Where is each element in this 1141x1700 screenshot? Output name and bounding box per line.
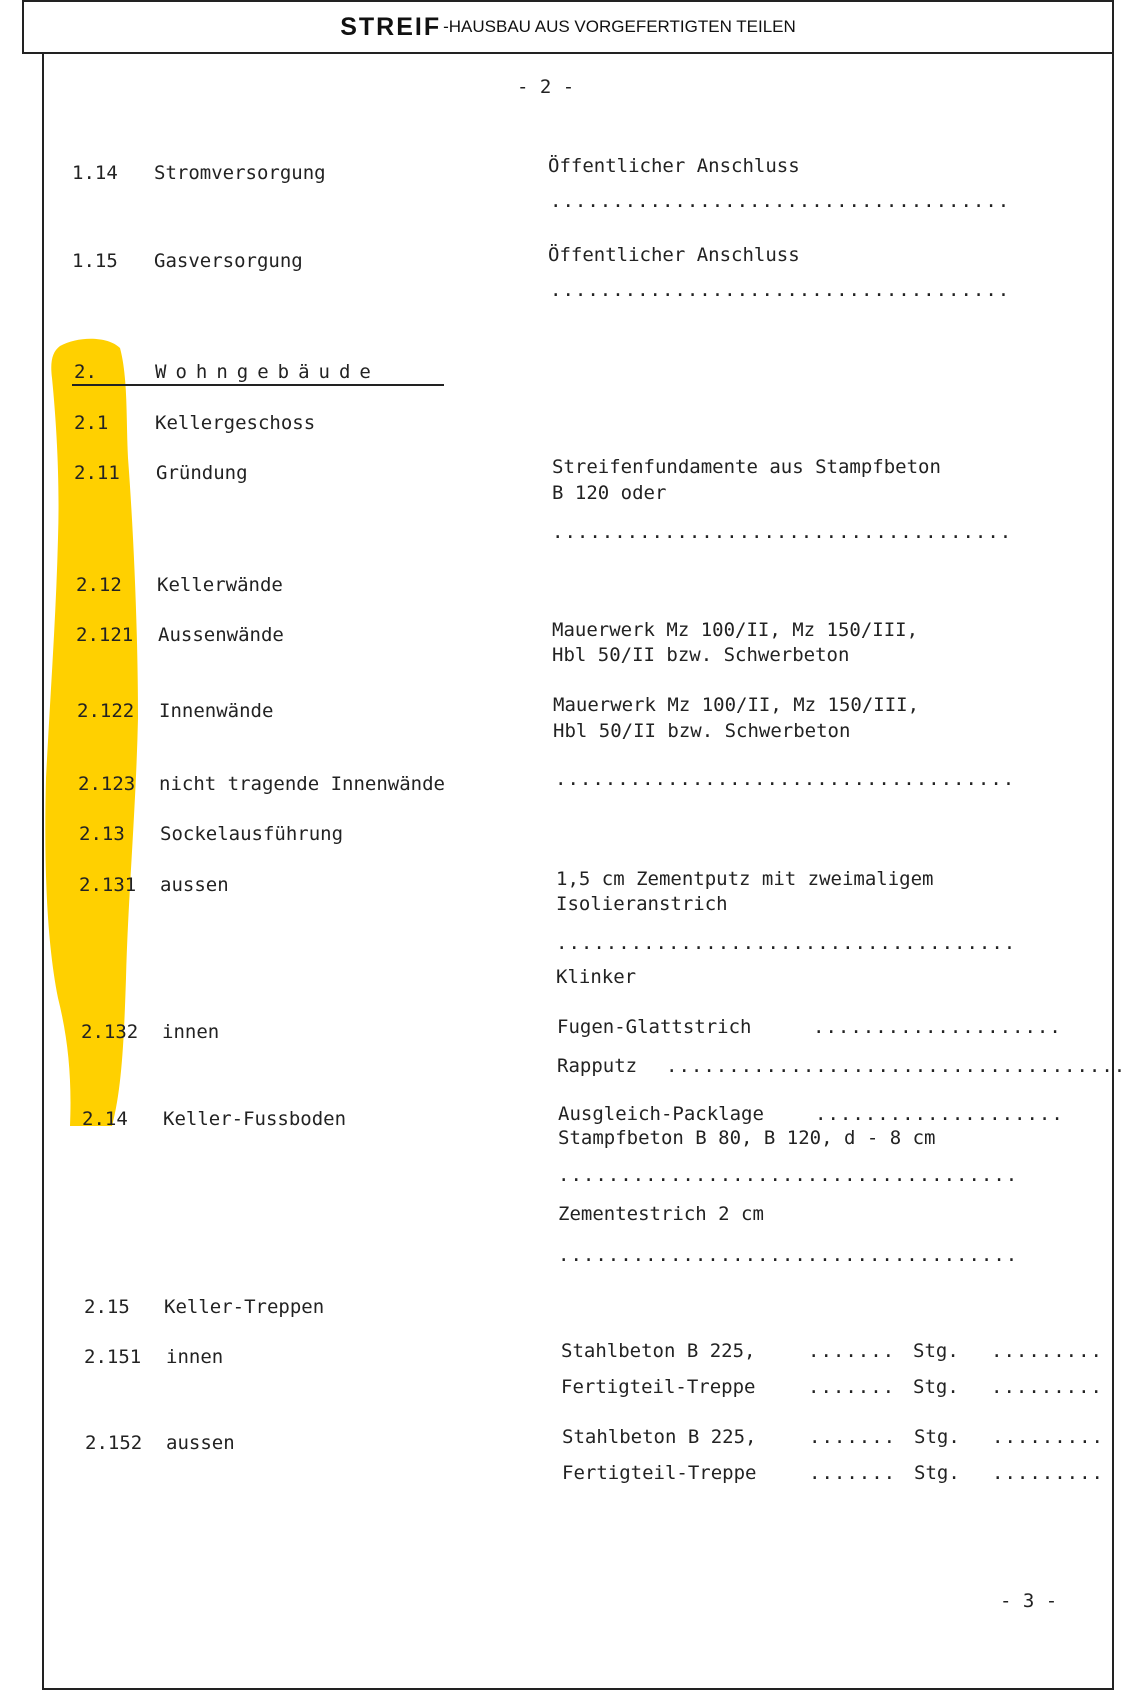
item-number: 2.122 bbox=[77, 700, 135, 722]
item-value: Stampfbeton B 80, B 120, d - 8 cm bbox=[558, 1127, 936, 1149]
fill-in-line: ....... bbox=[808, 1340, 896, 1362]
item-number: 1.14 bbox=[72, 162, 118, 184]
item-value: 1,5 cm Zementputz mit zweimaligem bbox=[556, 868, 934, 890]
item-label: aussen bbox=[166, 1432, 235, 1454]
item-label: Stromversorgung bbox=[154, 162, 326, 184]
item-number: 2.12 bbox=[76, 574, 122, 596]
fill-in-line: ..................................... bbox=[556, 932, 1017, 954]
item-value: B 120 oder bbox=[552, 482, 667, 504]
letterhead bbox=[22, 0, 1114, 54]
item-value: Zementestrich 2 cm bbox=[558, 1203, 764, 1225]
unit-label: Stg. bbox=[913, 1340, 959, 1362]
item-label: Kellergeschoss bbox=[155, 412, 316, 434]
section-underline bbox=[72, 384, 444, 386]
item-label: Gründung bbox=[156, 462, 248, 484]
item-number: 2.151 bbox=[84, 1346, 142, 1368]
item-label: nicht tragende Innenwände bbox=[159, 773, 445, 795]
item-value: Ausgleich-Packlage bbox=[558, 1103, 764, 1125]
item-value: Rapputz bbox=[557, 1055, 638, 1077]
item-number: 2.121 bbox=[76, 624, 134, 646]
highlighter-mark bbox=[38, 338, 150, 1128]
item-label: aussen bbox=[160, 874, 229, 896]
letterhead-title: -HAUSBAU AUS VORGEFERTIGTEN TEILEN bbox=[443, 17, 796, 36]
item-label: innen bbox=[162, 1021, 220, 1043]
item-value: Streifenfundamente aus Stampfbeton bbox=[552, 456, 941, 478]
item-number: 2.132 bbox=[81, 1021, 139, 1043]
item-value: Stahlbeton B 225, bbox=[561, 1340, 756, 1362]
item-number: 2.11 bbox=[74, 462, 120, 484]
item-number: 2.152 bbox=[85, 1432, 143, 1454]
item-value: Hbl 50/II bzw. Schwerbeton bbox=[553, 720, 851, 742]
item-label: Keller-Treppen bbox=[164, 1296, 325, 1318]
fill-in-line: ......... bbox=[992, 1462, 1104, 1484]
page-number-bottom: - 3 - bbox=[1000, 1590, 1058, 1612]
item-value: Fertigteil-Treppe bbox=[561, 1376, 756, 1398]
item-number: 2.131 bbox=[79, 874, 137, 896]
item-number: 2.14 bbox=[82, 1108, 128, 1130]
fill-in-line: ..................................... bbox=[555, 768, 1016, 790]
item-value: Klinker bbox=[556, 966, 637, 988]
item-label: innen bbox=[166, 1346, 224, 1368]
item-value: Isolieranstrich bbox=[556, 893, 728, 915]
item-value: Mauerwerk Mz 100/II, Mz 150/III, bbox=[553, 694, 920, 716]
item-value: Öffentlicher Anschluss bbox=[548, 244, 800, 266]
fill-in-line: ......... bbox=[992, 1426, 1104, 1448]
unit-label: Stg. bbox=[914, 1462, 960, 1484]
fill-in-line: .................... bbox=[815, 1103, 1064, 1125]
item-number: 1.15 bbox=[72, 250, 118, 272]
fill-in-line: ......... bbox=[991, 1340, 1103, 1362]
item-number: 2.13 bbox=[79, 823, 125, 845]
item-label: Gasversorgung bbox=[154, 250, 303, 272]
item-label: Sockelausführung bbox=[160, 823, 344, 845]
fill-in-line: ....... bbox=[809, 1426, 897, 1448]
page-number-top: - 2 - bbox=[517, 76, 575, 98]
fill-in-line: ..................................... bbox=[550, 279, 1011, 301]
item-value: Stahlbeton B 225, bbox=[562, 1426, 757, 1448]
item-label: Kellerwände bbox=[157, 574, 283, 596]
item-value: Hbl 50/II bzw. Schwerbeton bbox=[552, 644, 850, 666]
unit-label: Stg. bbox=[914, 1426, 960, 1448]
item-value: Fertigteil-Treppe bbox=[562, 1462, 757, 1484]
item-number: 2.1 bbox=[74, 412, 109, 434]
item-label: Keller-Fussboden bbox=[163, 1108, 347, 1130]
item-number: 2.123 bbox=[78, 773, 136, 795]
item-value: Fugen-Glattstrich bbox=[557, 1016, 752, 1038]
fill-in-line: ..................................... bbox=[558, 1164, 1019, 1186]
streif-logo: STREIF bbox=[340, 12, 442, 41]
fill-in-line: ..................................... bbox=[666, 1055, 1127, 1077]
section-title: Wohngebäude bbox=[155, 361, 380, 383]
item-label: Innenwände bbox=[159, 700, 274, 722]
fill-in-line: ..................................... bbox=[558, 1244, 1019, 1266]
unit-label: Stg. bbox=[913, 1376, 959, 1398]
fill-in-line: ..................................... bbox=[552, 521, 1013, 543]
item-value: Mauerwerk Mz 100/II, Mz 150/III, bbox=[552, 619, 919, 641]
fill-in-line: ..................................... bbox=[550, 190, 1011, 212]
section-number: 2. bbox=[74, 361, 97, 383]
item-label: Aussenwände bbox=[158, 624, 284, 646]
fill-in-line: ....... bbox=[809, 1462, 897, 1484]
fill-in-line: ....... bbox=[808, 1376, 896, 1398]
item-number: 2.15 bbox=[84, 1296, 130, 1318]
fill-in-line: ......... bbox=[991, 1376, 1103, 1398]
fill-in-line: .................... bbox=[813, 1016, 1062, 1038]
item-value: Öffentlicher Anschluss bbox=[548, 155, 800, 177]
